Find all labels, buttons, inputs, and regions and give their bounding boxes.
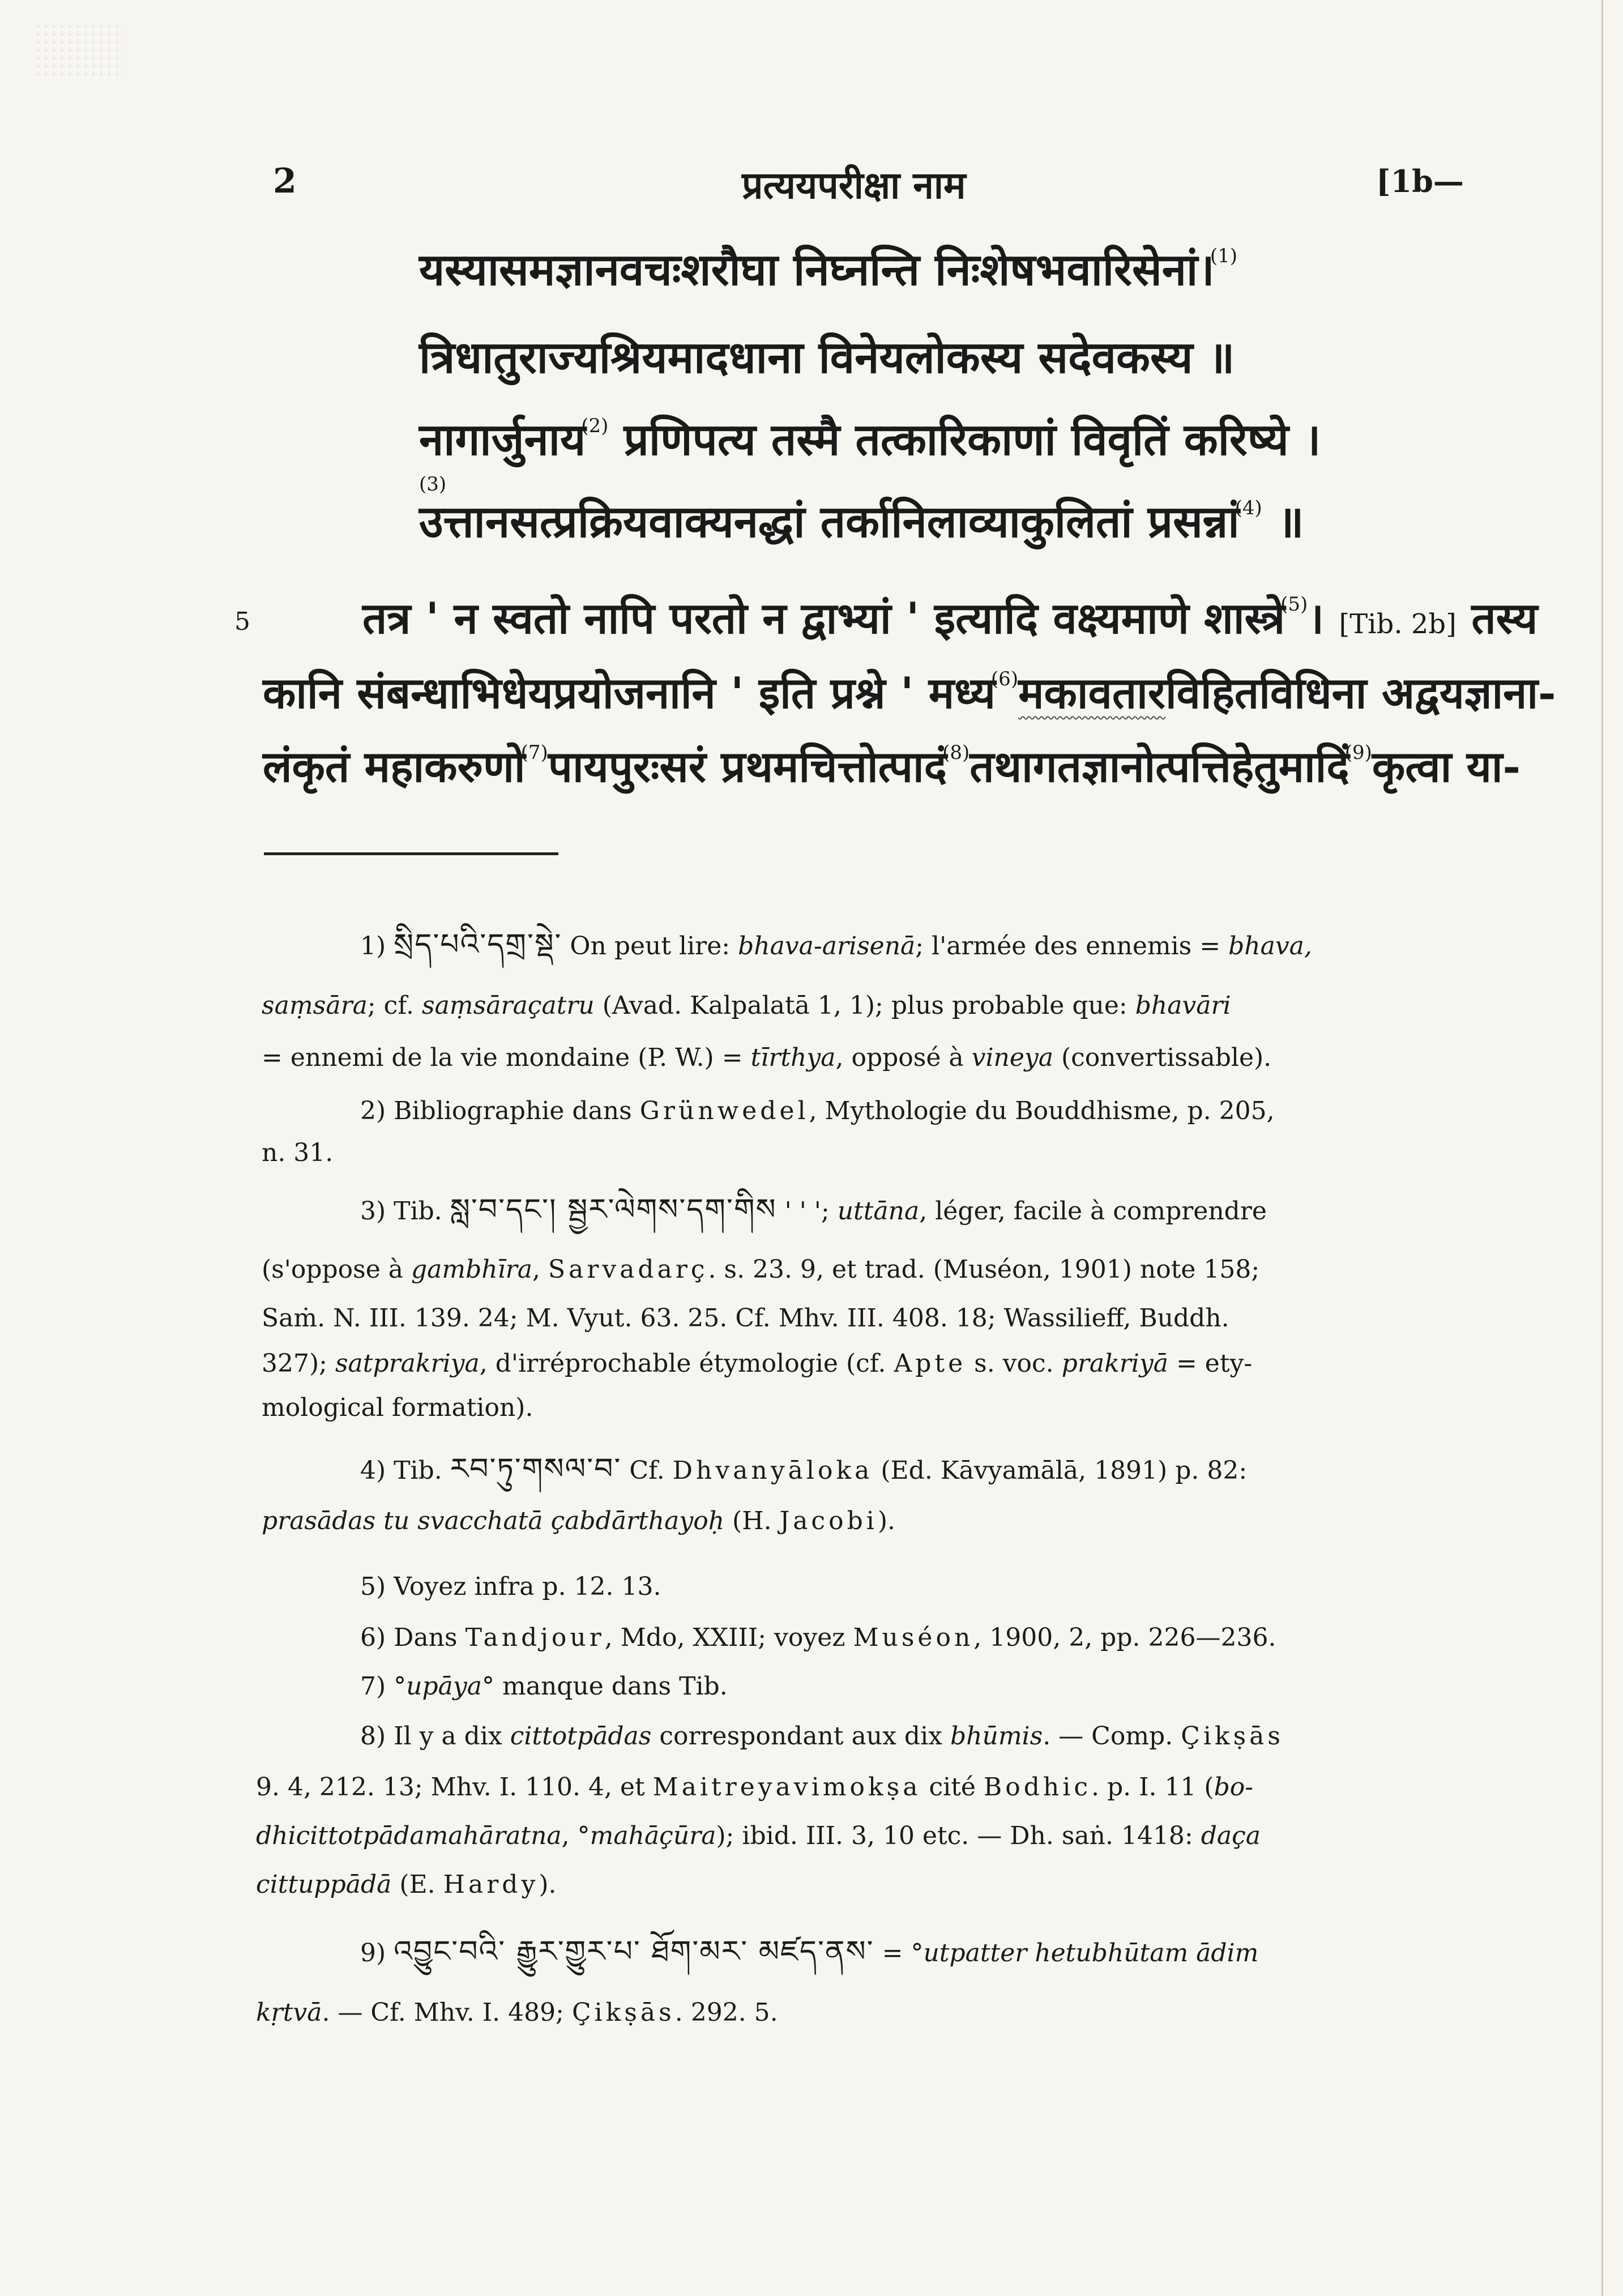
section-reference: [1b— — [1376, 163, 1464, 199]
footnote-rule — [264, 852, 558, 855]
footnote-italic: kṛtvā — [256, 1998, 322, 2027]
footnote-italic: saṃsāra — [262, 991, 368, 1020]
footnote-text: , d'irréprochable étymologie (cf. — [479, 1349, 894, 1378]
footnote-number: 9) — [360, 1939, 386, 1968]
footnote-5 — [360, 1561, 661, 1613]
verse-line-2 — [419, 326, 1235, 386]
verse-text: यस्यासमज्ञानवचःशरौघा निघ्नन्ति निःशेषभवारिसेनां। — [419, 244, 1215, 296]
footnote-3-line-5 — [262, 1382, 533, 1434]
footnote-3-line-3 — [262, 1292, 1229, 1345]
footnote-text: , léger, facile à comprendre — [919, 1197, 1267, 1226]
footnote-3-line-2 — [262, 1244, 1259, 1296]
footnote-spaced: Çikṣās — [1181, 1722, 1284, 1751]
prose-text: तथागतज्ञानोत्पत्तिहेतुमादिं — [969, 741, 1349, 792]
footnote-text: manque dans Tib. — [494, 1672, 728, 1701]
prose-text: लंकृतं महाकरुणो — [263, 741, 526, 792]
footnote-8-line-3 — [256, 1810, 1261, 1862]
footnote-spaced: Sarvadarç — [548, 1255, 708, 1284]
footnote-text: cité — [921, 1773, 984, 1802]
footnote-italic: °upāya° — [394, 1672, 494, 1701]
footnote-8-line-4 — [256, 1859, 556, 1911]
note-marker: (7) — [520, 741, 548, 764]
footnote-1-line-3 — [262, 1032, 1271, 1084]
footnote-text: ; l'armée des ennemis = — [915, 932, 1229, 961]
verse-line-3 — [419, 408, 1321, 468]
footnote-text: , opposé à — [835, 1043, 972, 1072]
footnote-number: 4) — [360, 1456, 386, 1485]
footnote-italic: saṃsāraçatru — [421, 991, 595, 1020]
footnote-text: Il y a dix — [394, 1722, 510, 1751]
verse-line-4 — [419, 473, 1304, 550]
footnote-italic: prakriyā — [1061, 1349, 1168, 1378]
footnote-6 — [360, 1612, 1276, 1664]
tibetan-text: སྲིད་པའི་དགྲ་སྡེ་ — [394, 928, 562, 962]
footnote-text: (Avad. Kalpalatā 1, 1); plus probable que: — [594, 991, 1135, 1020]
footnote-number: 6) — [360, 1623, 386, 1652]
footnote-text: Bibliographie dans — [394, 1096, 640, 1125]
footnote-italic: cittotpādas — [510, 1722, 652, 1751]
prose-text: विहितविधिना अद्वयज्ञाना- — [1165, 668, 1556, 718]
page-number: 2 — [273, 161, 297, 201]
footnote-spaced: Grünwedel — [639, 1096, 809, 1125]
prose-text: । — [1308, 593, 1325, 643]
footnote-text: mological formation). — [262, 1393, 533, 1422]
tibetan-text: འབྱུང་བའི་ རྒྱུར་གྱུར་པ་ ཐོག་མར་ མཛད་ནས་ — [394, 1935, 874, 1969]
footnote-italic: utpatter hetubhūtam ādim — [923, 1939, 1259, 1968]
footnote-text: , — [532, 1255, 548, 1284]
footnote-text: (H. — [724, 1507, 780, 1535]
scan-noise — [34, 23, 125, 79]
footnote-text: (s'oppose à — [262, 1255, 411, 1284]
footnote-italic: bhava-arisenā — [738, 932, 916, 961]
footnote-text: (Ed. Kāvyamālā, 1891) p. 82: — [873, 1456, 1248, 1485]
verse-line-1 — [419, 238, 1237, 298]
footnote-text: On peut lire: — [570, 932, 738, 961]
footnote-spaced: Jacobi — [779, 1507, 878, 1535]
tibetan-text: སླ་བ་དང་། སྦྱར་ལེགས་དག་གིས — [450, 1193, 777, 1227]
footnote-7 — [360, 1661, 728, 1713]
note-marker: (9) — [1344, 741, 1372, 764]
prose-text: कृत्वा या- — [1372, 741, 1521, 792]
footnote-text: ' ' '; — [776, 1197, 838, 1226]
verse-text: नागार्जुनाय — [419, 414, 586, 466]
footnote-text: (E. — [391, 1870, 443, 1899]
footnote-text: Saṁ. N. III. 139. 24; M. Vyut. 63. 25. Cf. Mhv. III. 408. 18; Wassilieff, Buddh. — [262, 1304, 1229, 1333]
footnote-text: = ennemi de la vie mondaine (P. W.) = — [262, 1043, 751, 1072]
footnote-italic: bhavāri — [1135, 991, 1231, 1020]
footnote-text: correspondant aux dix — [651, 1722, 950, 1751]
verse-text: उत्तानसत्प्रक्रियवाक्यनद्धां तर्कानिलाव्याकुलितां प्रसन्नां — [419, 496, 1240, 548]
footnote-italic: uttāna — [837, 1197, 920, 1226]
footnote-2-line-2 — [262, 1127, 333, 1179]
footnote-text: 9. 4, 212. 13; Mhv. I. 110. 4, et — [256, 1773, 653, 1802]
footnote-text: n. 31. — [262, 1138, 334, 1167]
footnote-text: ); ibid. III. 3, 10 etc. — Dh. saṅ. 1418: — [716, 1821, 1201, 1850]
footnote-text: Tib. — [394, 1197, 450, 1226]
prose-text: पायपुरःसरं प्रथमचित्तोत्पादं — [548, 741, 947, 792]
footnote-9 — [360, 1926, 1258, 1979]
footnote-spaced: Apte — [894, 1349, 967, 1378]
footnote-spaced: Bodhic — [983, 1773, 1091, 1802]
footnote-spaced: Tandjour — [465, 1623, 605, 1652]
note-marker: (2) — [581, 415, 609, 437]
footnote-1 — [360, 919, 1312, 972]
footnote-text: Dans — [394, 1623, 465, 1652]
footnote-spaced: Dhvanyāloka — [672, 1456, 873, 1485]
footnote-italic: bhūmis — [950, 1722, 1043, 1751]
footnote-italic: gambhīra — [411, 1255, 532, 1284]
prose-line-1 — [362, 588, 1537, 646]
running-title: प्रत्ययपरीक्षा नाम — [742, 163, 966, 207]
footnote-text: . 292. 5. — [674, 1998, 778, 2027]
line-number: 5 — [234, 607, 250, 636]
footnote-8 — [360, 1710, 1284, 1762]
footnote-text: , Mythologie du Bouddhisme, p. 205, — [809, 1096, 1275, 1125]
footnote-italic: satprakriya — [335, 1349, 480, 1378]
footnote-number: 3) — [360, 1197, 386, 1226]
note-marker: (4) — [1235, 497, 1262, 519]
footnote-text: Cf. — [621, 1456, 673, 1485]
footnote-text: ). — [877, 1507, 895, 1535]
footnote-text: = ety- — [1168, 1349, 1253, 1378]
verse-end: ॥ — [1277, 496, 1304, 548]
footnote-italic: daça — [1201, 1821, 1261, 1850]
footnote-text: , ° — [561, 1821, 590, 1850]
footnote-italic: bo- — [1214, 1773, 1254, 1802]
footnote-italic: prasādas tu svacchatā çabdārthayoḥ — [262, 1507, 725, 1535]
footnote-text: . s. 23. 9, et trad. (Muséon, 1901) note 158; — [708, 1255, 1260, 1284]
footnote-text: s. voc. — [966, 1349, 1062, 1378]
footnote-3 — [360, 1184, 1267, 1237]
prose-text: तत्र ' न स्वतो नापि परतो न द्वाभ्यां ' इत्यादि वक्ष्यमाणे शास्त्रे — [362, 593, 1285, 643]
footnote-italic: dhicittotpādamahāratna — [256, 1821, 562, 1850]
footnote-text: , 1900, 2, pp. 226—236. — [973, 1623, 1276, 1652]
tibetan-ref: [Tib. 2b] — [1339, 608, 1457, 640]
prose-text: तस्य — [1471, 593, 1538, 643]
note-marker: (5) — [1280, 593, 1308, 616]
footnote-1-line-2 — [262, 980, 1231, 1032]
footnote-text: = ° — [874, 1939, 924, 1968]
footnote-text: . — Comp. — [1043, 1722, 1181, 1751]
wavy-underlined-text: मकावतार — [1018, 668, 1165, 718]
footnote-9-line-2 — [256, 1987, 778, 2039]
verse-text: त्रिधातुराज्यश्रियमादधाना विनेयलोकस्य सदेवकस्य ॥ — [419, 332, 1235, 383]
footnote-text: , Mdo, XXIII; voyez — [604, 1623, 853, 1652]
footnote-text: . — Cf. Mhv. I. 489; — [322, 1998, 572, 2027]
footnote-4 — [360, 1443, 1247, 1497]
prose-line-2 — [263, 663, 1556, 721]
footnote-italic: vineya — [971, 1043, 1053, 1072]
note-marker: (3) — [419, 473, 447, 496]
footnote-text: Voyez infra p. 12. 13. — [394, 1572, 661, 1601]
footnote-number: 7) — [360, 1672, 386, 1701]
footnote-8-line-2 — [256, 1761, 1253, 1813]
prose-text: कानि संबन्धाभिधेयप्रयोजनानि ' इति प्रश्ने ' मध्य — [263, 668, 996, 718]
footnote-spaced: Muséon — [853, 1623, 974, 1652]
footnote-number: 8) — [360, 1722, 386, 1751]
footnote-text: . p. I. 11 ( — [1091, 1773, 1214, 1802]
footnote-italic: mahāçūra — [590, 1821, 716, 1850]
page-edge — [1601, 0, 1603, 2296]
tibetan-text: རབ་ཏུ་གསལ་བ་ — [450, 1452, 622, 1486]
footnote-text: ). — [539, 1870, 557, 1899]
footnote-spaced: Hardy — [443, 1870, 539, 1899]
footnote-4-line-2 — [262, 1495, 895, 1547]
footnote-2 — [360, 1085, 1275, 1137]
note-marker: (6) — [990, 668, 1019, 690]
footnote-number: 2) — [360, 1096, 386, 1125]
note-marker: (8) — [942, 741, 970, 764]
note-marker: (1) — [1210, 245, 1237, 267]
footnote-number: 5) — [360, 1572, 386, 1601]
footnote-italic: cittuppādā — [256, 1870, 392, 1899]
footnote-italic: tīrthya — [750, 1043, 836, 1072]
footnote-spaced: Çikṣās — [571, 1998, 675, 2027]
footnote-text: (convertissable). — [1053, 1043, 1272, 1072]
footnote-text: 327); — [262, 1349, 335, 1378]
footnote-italic: bhava, — [1228, 932, 1312, 961]
footnote-number: 1) — [360, 932, 386, 961]
footnote-text: ; cf. — [367, 991, 422, 1020]
footnote-spaced: Maitreyavimokṣa — [652, 1773, 921, 1802]
prose-line-3 — [263, 736, 1521, 795]
verse-text: प्रणिपत्य तस्मै तत्कारिकाणां विवृतिं करिष्ये । — [623, 414, 1321, 466]
footnote-text: Tib. — [394, 1456, 450, 1485]
